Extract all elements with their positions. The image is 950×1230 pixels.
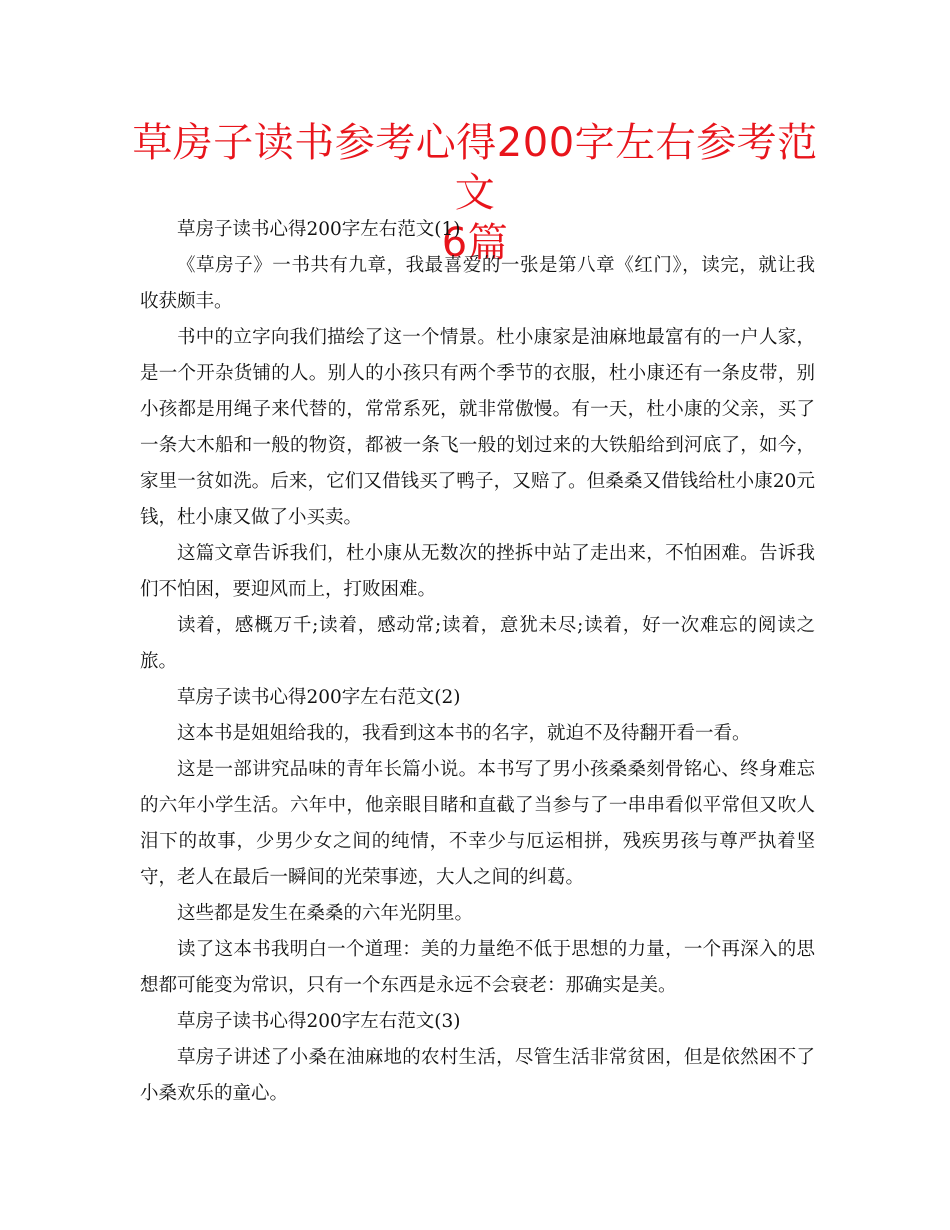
- paragraph: 读着，感概万千;读着，感动常;读着，意犹未尽;读着，好一次难忘的阅读之旅。: [140, 615, 815, 672]
- paragraph: 读了这本书我明白一个道理：美的力量绝不低于思想的力量，一个再深入的思想都可能变为常识，只有一个东西是永远不会衰老：那确实是美。: [140, 939, 815, 996]
- title-line-1: 草房子读书参考心得200字左右参考范文: [132, 120, 818, 216]
- paragraph: 《草房子》一书共有九章，我最喜爱的一张是第八章《红门》，读完，就让我收获颇丰。: [140, 255, 815, 312]
- section-heading-3: 草房子读书心得200字左右范文(3): [177, 1011, 461, 1032]
- section-heading-2: 草房子读书心得200字左右范文(2): [177, 687, 461, 708]
- paragraph: 草房子讲述了小桑在油麻地的农村生活，尽管生活非常贫困，但是依然困不了小桑欢乐的童心。: [140, 1047, 815, 1104]
- title-line-2: 6篇: [441, 220, 509, 266]
- section-heading-1: 草房子读书心得200字左右范文(1): [177, 219, 461, 240]
- paragraph: 这本书是姐姐给我的，我看到这本书的名字，就迫不及待翻开看一看。: [177, 723, 751, 744]
- document-body: [140, 212, 815, 1112]
- paragraph: 这篇文章告诉我们，杜小康从无数次的挫拆中站了走出来，不怕困难。告诉我们不怕困，要迎风而上，打败困难。: [140, 543, 815, 600]
- paragraph: 书中的立字向我们描绘了这一个情景。杜小康家是油麻地最富有的一户人家，是一个开杂货铺的人。别人的小孩只有两个季节的衣服，杜小康还有一条皮带，别小孩都是用绳子来代替的，常常系死，就非常傲慢。有一天，杜小康的父亲，买了一条大木船和一般的物资，都被一条飞一般的划过来的大铁船给到河底了，如今，家里一贫如洗。后来，它们又借钱买了鸭子，又赔了。但桑桑又借钱给杜小康20元钱，杜小康又做了小买卖。: [140, 327, 815, 528]
- paragraph: 这些都是发生在桑桑的六年光阴里。: [177, 903, 474, 924]
- paragraph: 这是一部讲究品味的青年长篇小说。本书写了男小孩桑桑刻骨铭心、终身难忘的六年小学生活。六年中，他亲眼目睹和直截了当参与了一串串看似平常但又吹人泪下的故事，少男少女之间的纯情，不幸少与厄运相拼，残疾男孩与尊严执着坚守，老人在最后一瞬间的光荣事迹，大人之间的纠葛。: [140, 759, 815, 888]
